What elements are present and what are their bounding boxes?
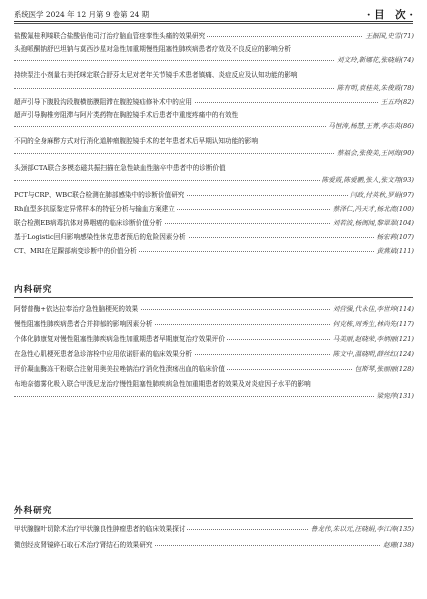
journal-issue-label: 系统医学 2024 年 12 月第 9 卷第 24 期 (14, 10, 150, 19)
toc-entry[interactable]: 微创经皮肾镜碎石取石术治疗肾结石的效果研究 赵珊(138) (14, 541, 414, 549)
toc-entry[interactable]: 头孢哌酮钠舒巴坦钠与莫西沙星对急性加重期慢性阻塞性肺疾病患者疗效及不良反应的影响分析 (14, 45, 291, 53)
toc-entry[interactable]: 超声引导胸椎旁阻滞与阿片类药物在胸腔镜手术后患者中重度疼痛中的有效性 (14, 111, 239, 119)
toc-entry[interactable]: 头颈部CTA联合多模态磁共振扫描在急性缺血性脑卒中患者中的诊断价值 (14, 164, 226, 172)
toc-entry[interactable]: 布地奈德雾化吸入联合甲泼尼龙治疗慢性阻塞性肺疾病急性加重期患者的效果及对炎症因子水平的影响 (14, 380, 311, 388)
section-rule (14, 518, 413, 519)
toc-entry[interactable]: 个体化肺康复对慢性阻塞性肺疾病急性加重期患者早期康复治疗效果评价 马美丽,赵晓荣,李炳丽(121) (14, 335, 414, 343)
toc-entry[interactable]: Rh血型多抗原鉴定异常样本的特征分析与输血方案建立 蔡泽仁,冯天才,杨北流(100) (14, 205, 414, 213)
toc-entry-meta: 陈有明,袁桂英,朱俊霞(78) (14, 84, 414, 93)
toc-entry-meta: 刘文玲,靳娜花,张晓娟(74) (14, 56, 414, 65)
section-rule (14, 297, 413, 298)
toc-entry[interactable]: 超声引导下腹股沟段腹横筋膜阻滞在腹腔镜疝修补术中的应用 王五玲(82) (14, 98, 414, 106)
toc-entry[interactable]: 慢性阻塞性肺疾病患者合并抑郁的影响因素分析 何克栋,周秀生,林尚先(117) (14, 320, 414, 328)
toc-entry[interactable]: PCT与CRP、WBC联合检测在肺部感染中的诊断价值研究 闫政,付英秋,罗娟(97) (14, 191, 414, 199)
toc-entry[interactable]: 甲状腺腺叶切除术治疗甲状腺良性肿瘤患者的临床效果探讨 鲁龙伟,朱以元,汪晓娟,李江涛(135) (14, 525, 414, 533)
section-title-surgery: 外科研究 (14, 506, 53, 516)
header-rule-thick (14, 21, 413, 22)
header-rule-thin (14, 23, 413, 24)
toc-entry[interactable]: 在急性心肌梗死患者急诊溶栓中应用依诺肝素的临床效果分析 陈文中,温晓明,薛丝红(124) (14, 350, 414, 358)
toc-entry[interactable]: CT、MRI在足踝部病变诊断中的价值分析 黄燕斌(111) (14, 247, 414, 255)
toc-entry-meta: 马恒涛,杨慧,王菁,李志英(86) (14, 122, 414, 131)
toc-entry[interactable]: 持续泵注小剂量右美托咪定联合舒芬太尼对老年关节镜手术患者镇痛、炎症反应及认知功能的影响 (14, 71, 298, 79)
toc-heading: · 目 次 · (366, 9, 413, 21)
toc-entry[interactable]: 基于Logistic回归影响感染性休克患者预后的危险因素分析 杨宏莉(107) (14, 233, 414, 241)
toc-entry-meta: 蔡福会,张俊美,王同海(90) (14, 149, 414, 158)
toc-entry[interactable]: 评价凝血酶冻干粉联合注射用奥美拉唑钠治疗消化性溃疡出血的临床价值 包斯琴,张丽丽(128) (14, 365, 414, 373)
toc-entry[interactable]: 阿替普酶+依达拉奉治疗急性脑梗死的效果 刘营强,代永佳,李世坤(114) (14, 305, 414, 313)
toc-entry-meta: 陈爱霞,陈爱鹏,张人,张文翔(93) (14, 176, 414, 185)
toc-entry[interactable]: 联合检测EB病毒抗体对鼻咽癌的临床诊断价值分析 刘若波,杨闽闻,黎翠翠(104) (14, 219, 414, 227)
toc-entry[interactable]: 不同的全身麻醉方式对行消化道肿瘤腹腔镜手术的老年患者术后早期认知功能的影响 (14, 137, 258, 145)
toc-entry[interactable]: 盐酸氟桂利嗪联合盐酸倍他司汀治疗脑血管痉挛性头痛的效果研究 王振国,史雪(71) (14, 32, 414, 40)
section-title-internal-medicine: 内科研究 (14, 285, 53, 295)
toc-entry-meta: 梁宛萍(131) (14, 392, 414, 401)
page-header (14, 8, 413, 22)
